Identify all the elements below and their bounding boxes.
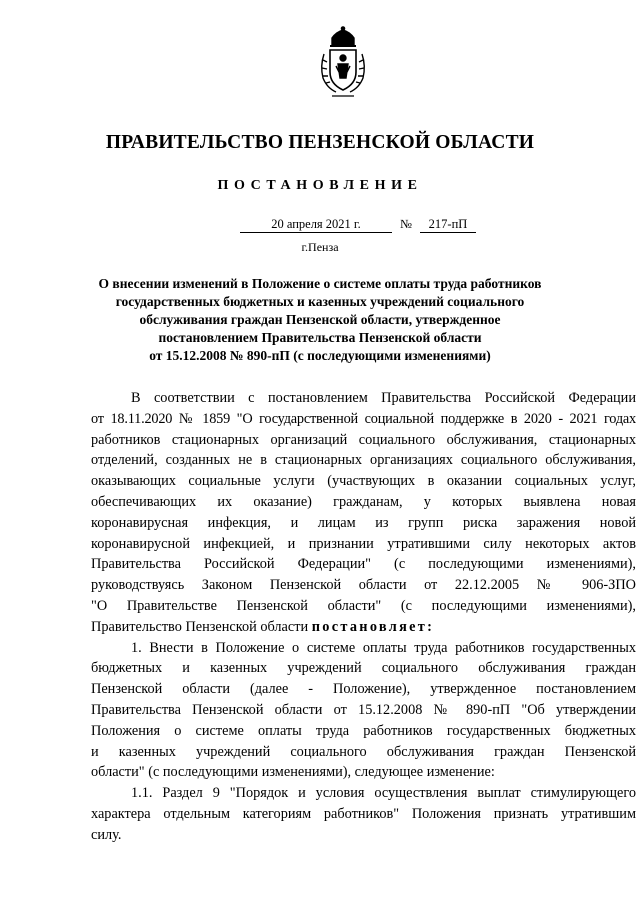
body-line: от 18.11.2020 № 1859 "О государственной социальной поддержке в 2020 - 2021 годах <box>91 410 636 427</box>
body-line: работников стационарных организаций социального обслуживания, стационарных <box>91 431 636 448</box>
body-line: Пензенской области (далее - Положение), утвержденное постановлением <box>91 681 636 698</box>
subject-line: О внесении изменений в Положение о системе оплаты труда работников <box>98 276 542 291</box>
body-line: руководствуясь Законом Пензенской области от 22.12.2005 № 906-ЗПО <box>91 577 636 594</box>
body-line: силу. <box>91 826 122 843</box>
date-number-line <box>0 216 640 234</box>
organization-title: ПРАВИТЕЛЬСТВО ПЕНЗЕНСКОЙ ОБЛАСТИ <box>105 132 535 153</box>
city: г.Пенза <box>301 240 339 254</box>
body-line: обеспечивающих их оказание) гражданам, у которых выявлена новая <box>91 493 636 510</box>
body-line: Положения о системе оплаты труда работников государственных бюджетных <box>91 722 636 739</box>
body-line: 1.1. Раздел 9 "Порядок и условия осуществления выплат стимулирующего <box>131 785 636 802</box>
document-number: 217-пП <box>420 216 476 233</box>
body-text: Правительство Пензенской области <box>91 618 312 635</box>
document-subject <box>0 275 640 365</box>
body-line: и казенных учреждений социального обслуживания граждан Пензенской <box>91 743 636 760</box>
document-body <box>91 388 636 846</box>
body-line: характера отдельным категориям работников" Положения признать утратившим <box>91 805 636 822</box>
number-sign: № <box>400 217 412 231</box>
document-type: ПОСТАНОВЛЕНИЕ <box>217 178 423 193</box>
body-line: коронавирусная инфекция, и лицам из групп риска заражения новой <box>91 514 636 531</box>
body-line: отделений, созданных не в стационарных организациях социального обслуживания, <box>91 452 636 469</box>
body-line <box>0 617 636 638</box>
subject-line: постановлением Правительства Пензенской области <box>158 330 482 345</box>
body-line: "О Правительстве Пензенской области" (с последующими изменениями), <box>91 597 636 614</box>
body-line: коронавирусной инфекцией, и признании утратившими силу некоторых актов <box>91 535 636 552</box>
body-line: бюджетных и казенных учреждений социального обслуживания граждан <box>91 660 636 677</box>
coat-of-arms-icon <box>318 26 368 98</box>
decree-word: постановляет: <box>311 618 435 635</box>
document-date: 20 апреля 2021 г. <box>240 216 392 233</box>
subject-line: от 15.12.2008 № 890-пП (с последующими изменениями) <box>149 348 491 363</box>
body-line: Правительства Российской Федерации" (с последующими изменениями), <box>91 556 636 573</box>
body-line: Правительства Пензенской области от 15.12.2008 № 890-пП "Об утверждении <box>91 701 636 718</box>
body-line: области" (с последующими изменениями), следующее изменение: <box>91 764 495 781</box>
body-line: 1. Внести в Положение о системе оплаты труда работников государственных <box>131 639 636 656</box>
subject-line: обслуживания граждан Пензенской области, утвержденное <box>139 312 501 327</box>
body-line: оказывающих социальные услуги (участвующих в оказании социальных услуг, <box>91 473 636 490</box>
subject-line: государственных бюджетных и казенных учреждений социального <box>115 294 525 309</box>
body-line: В соответствии с постановлением Правительства Российской Федерации <box>131 390 636 406</box>
